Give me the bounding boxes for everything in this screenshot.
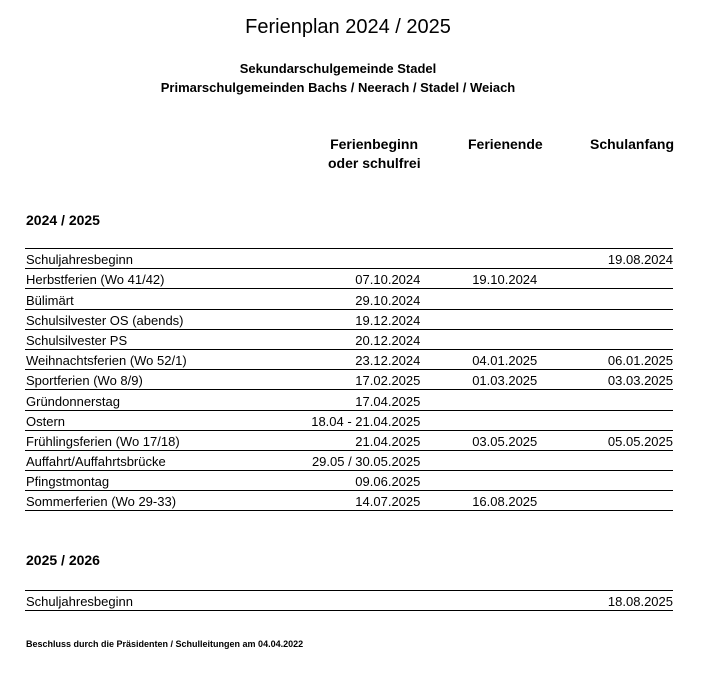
row-school-start: 03.03.2025 — [592, 370, 673, 390]
column-header-school-start: Schulanfang — [590, 136, 675, 152]
row-label: Frühlingsferien (Wo 17/18) — [25, 430, 294, 450]
row-spacer — [420, 591, 471, 611]
row-end-date: 03.05.2025 — [471, 430, 592, 450]
subtitle-primary-schools: Primarschulgemeinden Bachs / Neerach / Stadel / Weiach — [160, 80, 516, 95]
table-row — [25, 249, 673, 269]
row-school-start: 05.05.2025 — [592, 430, 673, 450]
row-start-date: 29.10.2024 — [294, 289, 421, 309]
table-row — [25, 370, 673, 390]
section-heading-2025-2026: 2025 / 2026 — [26, 552, 100, 568]
row-spacer — [420, 249, 471, 269]
table-row — [25, 309, 673, 329]
row-label: Schulsilvester OS (abends) — [25, 309, 294, 329]
row-school-start — [592, 329, 673, 349]
row-school-start — [592, 309, 673, 329]
table-row — [25, 430, 673, 450]
row-start-date: 29.05 / 30.05.2025 — [294, 450, 421, 470]
row-end-date — [471, 450, 592, 470]
row-school-start — [592, 491, 673, 511]
column-header-start — [328, 135, 421, 173]
table-row — [25, 450, 673, 470]
column-header-start-line1: Ferienbeginn — [330, 136, 418, 152]
row-spacer — [420, 349, 471, 369]
table-row — [25, 390, 673, 410]
table-row — [25, 410, 673, 430]
row-start-date: 23.12.2024 — [294, 349, 421, 369]
row-end-date — [471, 249, 592, 269]
row-end-date: 04.01.2025 — [471, 349, 592, 369]
row-school-start — [592, 390, 673, 410]
row-spacer — [420, 370, 471, 390]
row-start-date: 21.04.2025 — [294, 430, 421, 450]
column-header-start-line2: oder schulfrei — [328, 155, 421, 171]
row-label: Pfingstmontag — [25, 471, 294, 491]
table-row — [25, 591, 673, 611]
table-row — [25, 491, 673, 511]
row-school-start: 19.08.2024 — [592, 249, 673, 269]
section-heading-2024-2025: 2024 / 2025 — [26, 212, 100, 228]
row-school-start: 18.08.2025 — [592, 591, 673, 611]
row-spacer — [420, 410, 471, 430]
row-start-date — [294, 249, 421, 269]
row-start-date: 17.02.2025 — [294, 370, 421, 390]
row-end-date — [471, 309, 592, 329]
row-school-start — [592, 471, 673, 491]
row-spacer — [420, 269, 471, 289]
column-header-end: Ferienende — [468, 136, 543, 152]
row-label: Sommerferien (Wo 29-33) — [25, 491, 294, 511]
table-row — [25, 329, 673, 349]
row-start-date: 17.04.2025 — [294, 390, 421, 410]
row-school-start — [592, 450, 673, 470]
row-end-date — [471, 289, 592, 309]
table-row — [25, 349, 673, 369]
row-spacer — [420, 430, 471, 450]
row-label: Schuljahresbeginn — [25, 591, 294, 611]
row-start-date — [294, 591, 421, 611]
row-spacer — [420, 309, 471, 329]
page-title: Ferienplan 2024 / 2025 — [245, 16, 451, 38]
row-end-date — [471, 591, 592, 611]
row-label: Herbstferien (Wo 41/42) — [25, 269, 294, 289]
row-start-date: 19.12.2024 — [294, 309, 421, 329]
row-end-date: 01.03.2025 — [471, 370, 592, 390]
row-end-date: 19.10.2024 — [471, 269, 592, 289]
row-label: Auffahrt/Auffahrtsbrücke — [25, 450, 294, 470]
row-end-date — [471, 329, 592, 349]
row-end-date — [471, 471, 592, 491]
row-school-start: 06.01.2025 — [592, 349, 673, 369]
row-spacer — [420, 329, 471, 349]
row-label: Bülimärt — [25, 289, 294, 309]
row-label: Gründonnerstag — [25, 390, 294, 410]
row-end-date: 16.08.2025 — [471, 491, 592, 511]
row-start-date: 20.12.2024 — [294, 329, 421, 349]
table-row — [25, 269, 673, 289]
row-start-date: 07.10.2024 — [294, 269, 421, 289]
row-school-start — [592, 410, 673, 430]
row-label: Schulsilvester PS — [25, 329, 294, 349]
row-spacer — [420, 289, 471, 309]
row-start-date: 18.04 - 21.04.2025 — [294, 410, 421, 430]
row-start-date: 09.06.2025 — [294, 471, 421, 491]
footer-note: Beschluss durch die Präsidenten / Schulleitungen am 04.04.2022 — [26, 639, 304, 649]
row-label: Ostern — [25, 410, 294, 430]
table-row — [25, 289, 673, 309]
row-spacer — [420, 471, 471, 491]
table-row — [25, 471, 673, 491]
row-spacer — [420, 450, 471, 470]
row-school-start — [592, 289, 673, 309]
subtitle-secondary-school: Sekundarschulgemeinde Stadel — [239, 61, 437, 76]
holiday-table-2024-2025 — [25, 248, 673, 511]
row-label: Schuljahresbeginn — [25, 249, 294, 269]
row-school-start — [592, 269, 673, 289]
row-start-date: 14.07.2025 — [294, 491, 421, 511]
row-label: Weihnachtsferien (Wo 52/1) — [25, 349, 294, 369]
row-spacer — [420, 390, 471, 410]
holiday-table-2025-2026 — [25, 590, 673, 611]
row-end-date — [471, 390, 592, 410]
row-label: Sportferien (Wo 8/9) — [25, 370, 294, 390]
row-spacer — [420, 491, 471, 511]
row-end-date — [471, 410, 592, 430]
